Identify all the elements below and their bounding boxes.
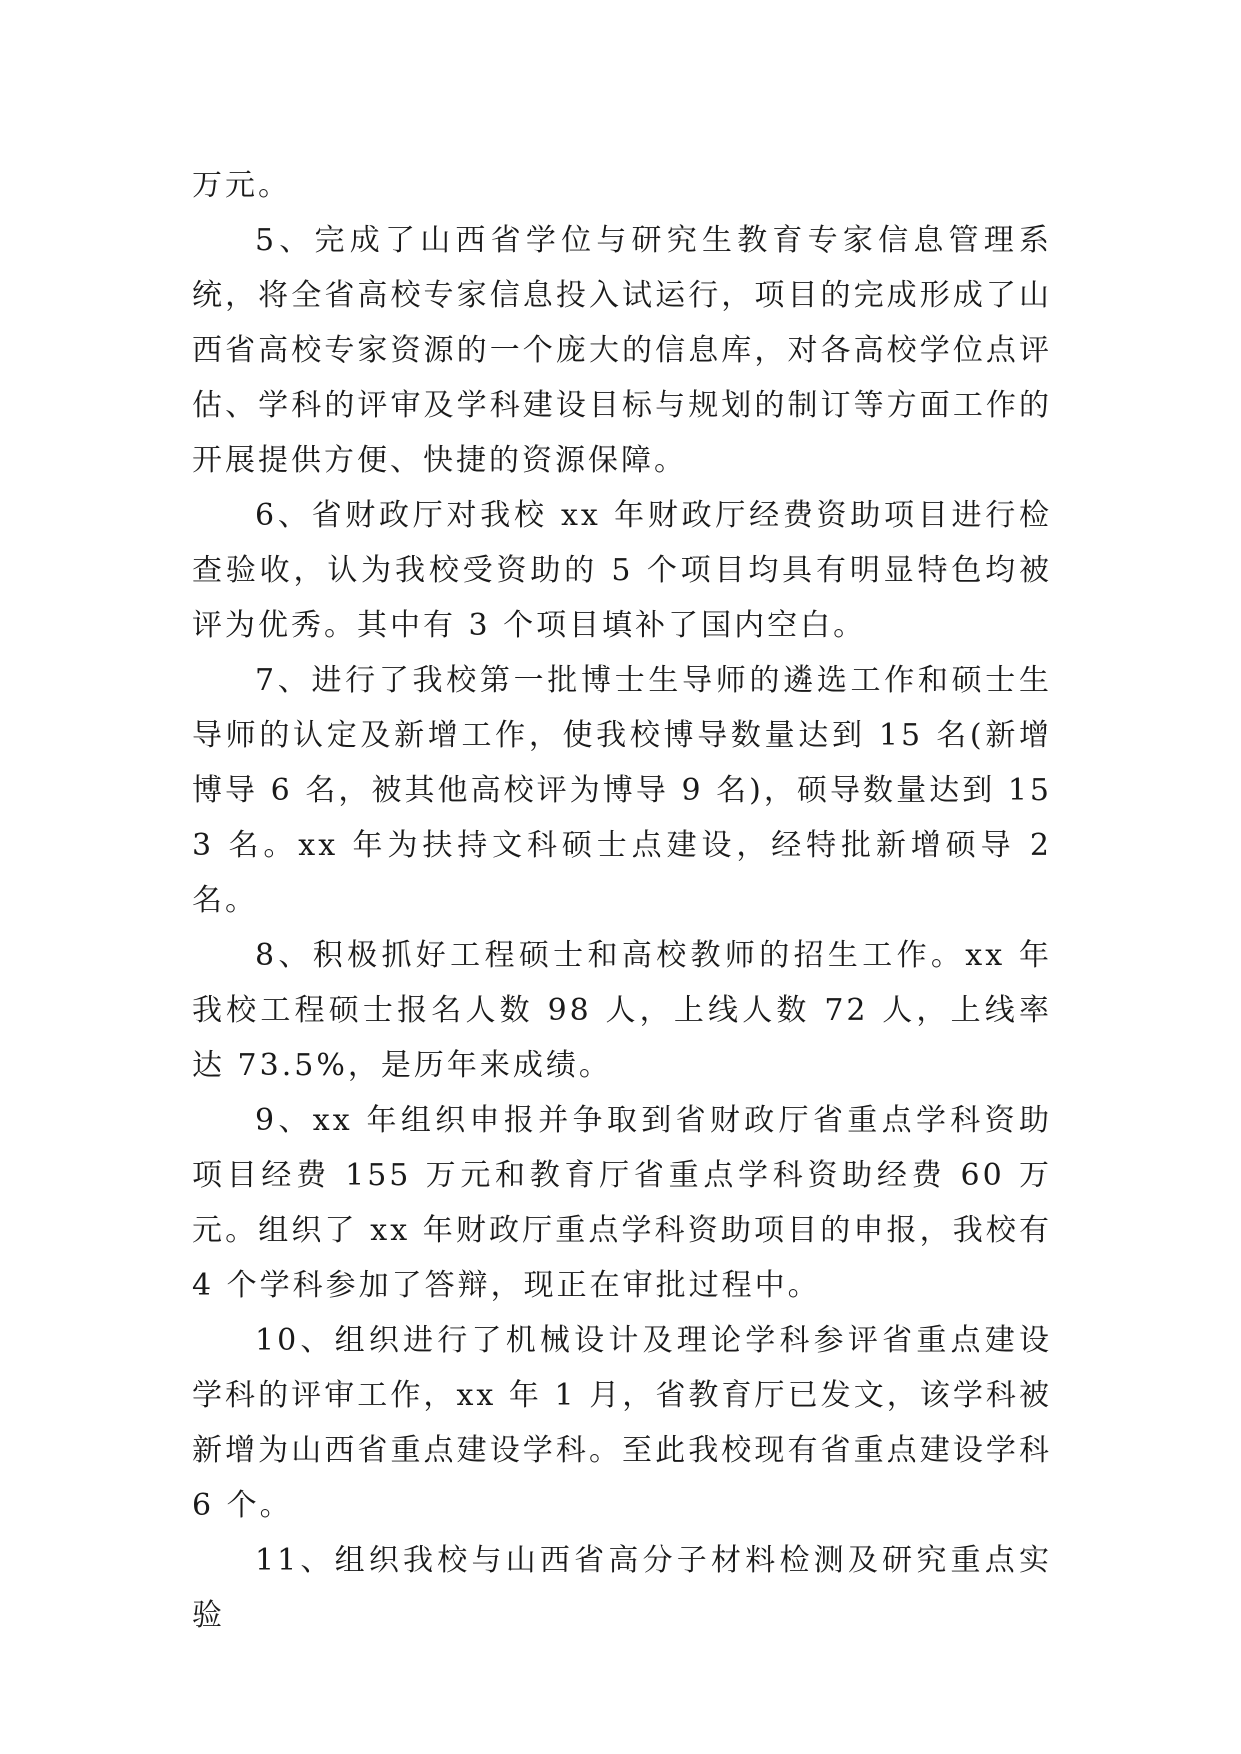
paragraph-item-10: 10、组织进行了机械设计及理论学科参评省重点建设学科的评审工作，xx 年 1 月，省教育厅已发文，该学科被新增为山西省重点建设学科。至此我校现有省重点建设学科 6 个。 <box>192 1323 1052 1523</box>
paragraph-item-11: 11、组织我校与山西省高分子材料检测及研究重点实验 <box>192 1543 1052 1633</box>
document-body <box>192 158 1052 1643</box>
paragraph-item-8: 8、积极抓好工程硕士和高校教师的招生工作。xx 年我校工程硕士报名人数 98 人，上线人数 72 人，上线率达 73.5%，是历年来成绩。 <box>192 938 1052 1083</box>
paragraph-continuation: 万元。 <box>192 168 291 203</box>
paragraph-item-7: 7、进行了我校第一批博士生导师的遴选工作和硕士生导师的认定及新增工作，使我校博导数量达到 15 名(新增博导 6 名，被其他高校评为博导 9 名)，硕导数量达到 153 名。xx 年为扶持文科硕士点建设，经特批新增硕导 2 名。 <box>192 663 1052 918</box>
paragraph-item-5: 5、完成了山西省学位与研究生教育专家信息管理系统，将全省高校专家信息投入试运行，项目的完成形成了山西省高校专家资源的一个庞大的信息库，对各高校学位点评估、学科的评审及学科建设目标与规划的制订等方面工作的开展提供方便、快捷的资源保障。 <box>192 223 1052 478</box>
paragraph-item-6: 6、省财政厅对我校 xx 年财政厅经费资助项目进行检查验收，认为我校受资助的 5 个项目均具有明显特色均被评为优秀。其中有 3 个项目填补了国内空白。 <box>192 498 1052 643</box>
paragraph-item-9: 9、xx 年组织申报并争取到省财政厅省重点学科资助项目经费 155 万元和教育厅省重点学科资助经费 60 万元。组织了 xx 年财政厅重点学科资助项目的申报，我校有 4 个学科参加了答辩，现正在审批过程中。 <box>192 1103 1052 1303</box>
